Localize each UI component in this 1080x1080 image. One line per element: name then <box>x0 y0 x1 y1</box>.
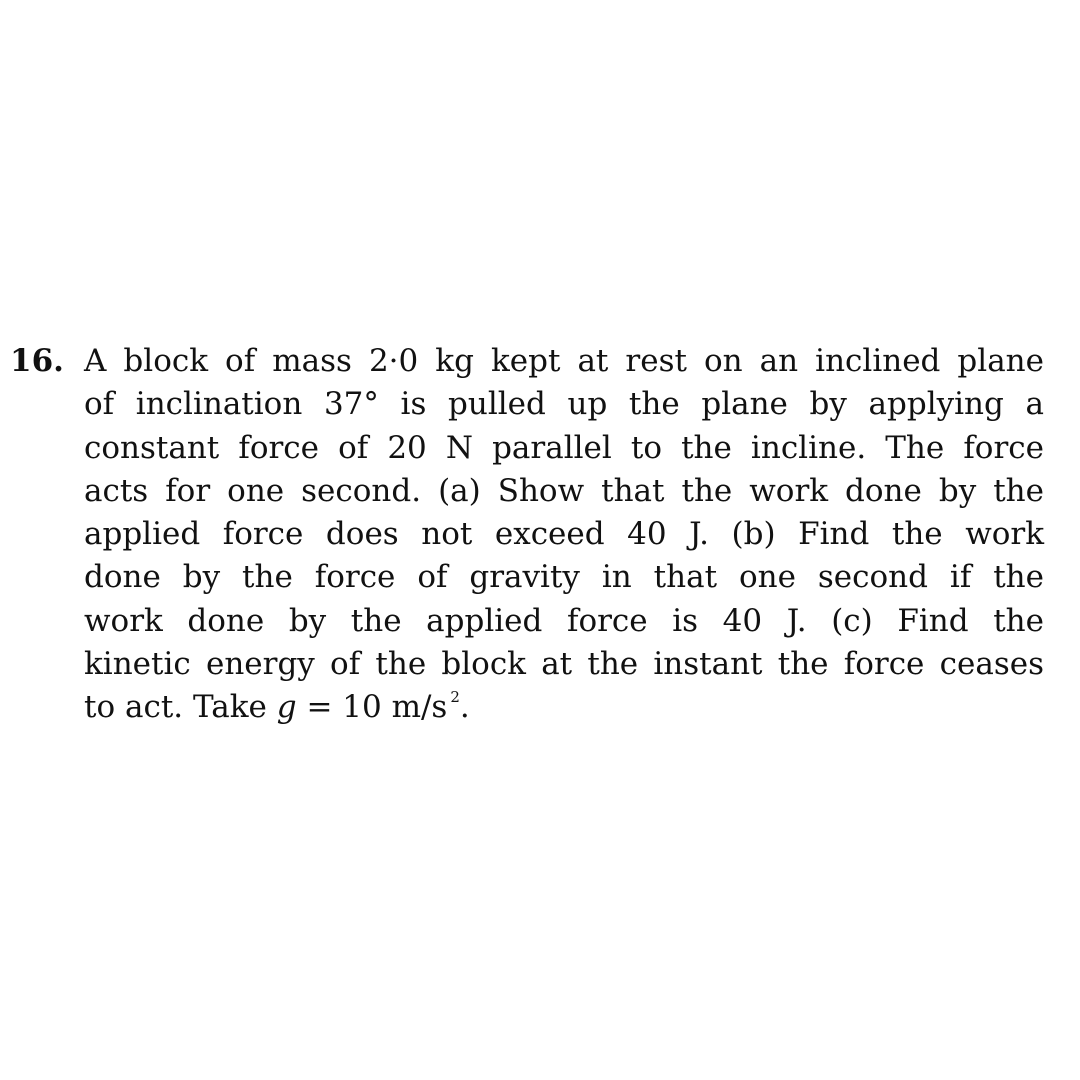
problem-line: applied force does not exceed 40 J. (b) Find the work <box>84 516 1044 553</box>
gravity-value: = 10 m/s <box>296 689 448 726</box>
problem-line: done by the force of gravity in that one second if the <box>84 559 1044 596</box>
final-line-prefix: to act. Take <box>84 689 277 726</box>
problem-line: A block of mass 2·0 kg kept at rest on an inclined plane <box>84 343 1044 379</box>
problem-line: kinetic energy of the block at the instant the force ceases <box>84 646 1044 683</box>
problem-number: 16. <box>10 343 64 379</box>
problem-line: acts for one second. (a) Show that the work done by the <box>84 472 1044 509</box>
problem-line: of inclination 37° is pulled up the plane by applying a <box>84 386 1044 423</box>
final-period: . <box>459 689 470 726</box>
problem-text <box>84 340 1044 730</box>
problem-line-final <box>84 686 1044 729</box>
problem-line: work done by the applied force is 40 J. (c) Find the <box>84 602 1044 639</box>
unit-exponent: 2 <box>450 688 460 707</box>
problem-statement <box>10 340 1044 730</box>
gravity-variable: g <box>276 689 297 726</box>
problem-line: constant force of 20 N parallel to the incline. The force <box>84 429 1044 466</box>
